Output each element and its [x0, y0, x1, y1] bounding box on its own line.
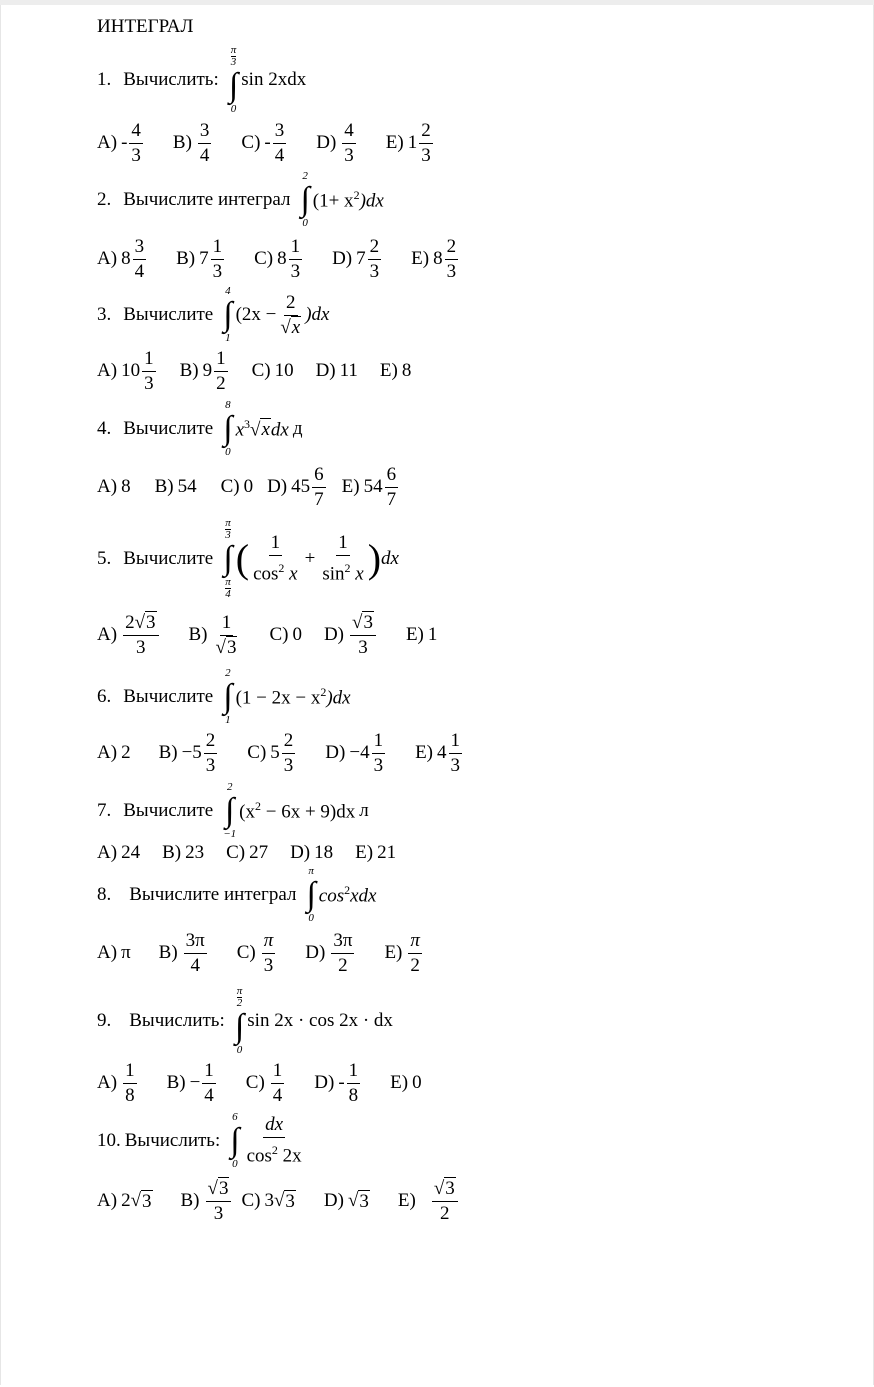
answer-a[interactable]: A) 8 $\frac{3}{4}$ — [97, 235, 145, 282]
answer-e[interactable]: E) 8 — [379, 360, 412, 381]
answer-d[interactable]: D) − 4 $\frac{1}{3}$ — [325, 729, 384, 776]
question-number: 9. — [97, 1010, 112, 1031]
answer-e[interactable]: E) 0 — [390, 1072, 422, 1093]
question-text: Вычислите — [123, 418, 214, 439]
answer-e[interactable]: E) 1 — [405, 624, 438, 645]
answer-a[interactable]: A) $\frac{1}{8}$ — [97, 1059, 135, 1106]
answer-c[interactable]: C) 10 — [251, 360, 294, 381]
integral-sign: 4 ∫ 1 — [223, 285, 233, 344]
question-text: Вычислите интеграл — [123, 189, 291, 210]
answer-e[interactable]: E) $\frac{√3}{2}$ — [398, 1178, 460, 1225]
question-number: 3. — [97, 304, 112, 325]
answer-d[interactable]: D) 7 $\frac{2}{3}$ — [332, 235, 380, 282]
page-title: ИНТЕГРАЛ — [97, 16, 194, 37]
answers-7 — [97, 840, 396, 866]
question-text: Вычислить: — [123, 69, 219, 90]
integral-sign: 2 ∫ 1 — [223, 667, 233, 726]
answer-d[interactable]: D) - $\frac{1}{8}$ — [314, 1059, 359, 1106]
answer-d[interactable]: D) 11 — [315, 360, 358, 381]
integrand: $\frac{dx}{\cos^2 2x}$ — [246, 1114, 302, 1167]
answer-e[interactable]: E) 1 $\frac{2}{3}$ — [385, 119, 431, 166]
answer-e[interactable]: E) 4 $\frac{1}{3}$ — [415, 729, 460, 776]
question-6 — [97, 668, 351, 726]
answers-1 — [97, 120, 435, 166]
answer-c[interactable]: C) $\frac{1}{4}$ — [245, 1059, 283, 1106]
answer-b[interactable]: B) 9 $\frac{1}{2}$ — [179, 347, 226, 394]
question-suffix: л — [359, 800, 369, 821]
question-2 — [97, 170, 384, 230]
integrand: sin 2x · cos 2x · dx — [247, 1010, 393, 1031]
integral-sign: 2 ∫ 0 — [300, 170, 310, 229]
answer-c[interactable]: C) 27 — [226, 842, 269, 863]
answer-c[interactable]: C) 8 $\frac{1}{3}$ — [254, 235, 301, 282]
question-10 — [97, 1112, 306, 1170]
question-text: Вычислите — [123, 548, 214, 569]
question-number: 5. — [97, 548, 112, 569]
question-number: 8. — [97, 884, 112, 905]
answer-b[interactable]: B) 23 — [162, 842, 205, 863]
question-text: Вычислите — [123, 800, 214, 821]
answer-d[interactable]: D) 18 — [290, 842, 334, 863]
answer-b[interactable]: B) $\frac{3}{4}$ — [172, 119, 210, 166]
answer-b[interactable]: B) $\frac{√3}{3}$ — [181, 1178, 234, 1225]
question-8 — [97, 866, 376, 924]
answer-a[interactable]: A) 10 $\frac{1}{3}$ — [97, 347, 154, 394]
question-number: 1. — [97, 69, 112, 90]
question-suffix: д — [292, 418, 303, 439]
question-number: 4. — [97, 418, 112, 439]
answer-a[interactable]: A) 8 — [97, 476, 131, 497]
question-4 — [97, 400, 302, 458]
answers-8 — [97, 928, 424, 978]
integral-sign: 6 ∫ 0 — [230, 1111, 240, 1170]
integrand: ( $\frac{1}{\cos^2 x}$ + $\frac{1}{\sin^2 x}$ ) dx — [235, 532, 399, 585]
integrand: (2x − $\frac{2}{√x}$ )dx — [235, 291, 330, 338]
question-number: 6. — [97, 686, 112, 707]
answers-10 — [97, 1176, 460, 1226]
question-9 — [97, 984, 393, 1058]
answer-c[interactable]: C) 5 $\frac{2}{3}$ — [247, 729, 294, 776]
integrand: $(1+ x^2)dx$ — [312, 187, 384, 212]
integrand: $(x^2 - 6x + 9)dx$ — [239, 798, 356, 823]
answers-6 — [97, 728, 464, 778]
integral-sign: $\frac{\pi}{3}$ ∫ $\frac{\pi}{4}$ — [223, 517, 233, 600]
answer-e[interactable]: E) 8 $\frac{2}{3}$ — [411, 235, 457, 282]
question-number: 10. — [97, 1130, 121, 1151]
integral-sign: 2 ∫ −1 — [223, 781, 237, 840]
answer-b[interactable]: B) − 5 $\frac{2}{3}$ — [158, 729, 216, 776]
answer-d[interactable]: D) $\frac{3\pi}{2}$ — [305, 929, 353, 976]
question-text: Вычислить: — [124, 1130, 221, 1151]
answer-b[interactable]: B) 7 $\frac{1}{3}$ — [176, 235, 223, 282]
answer-c[interactable]: C) 0 — [269, 624, 302, 645]
answers-4 — [97, 462, 400, 512]
answer-b[interactable]: B) − $\frac{1}{4}$ — [166, 1059, 214, 1106]
question-1 — [97, 44, 306, 116]
answer-a[interactable]: A) 24 — [97, 842, 141, 863]
answer-d[interactable]: D) $\frac{4}{3}$ — [316, 119, 354, 166]
answer-c[interactable]: C) $\frac{\pi}{3}$ — [236, 929, 274, 976]
answer-d[interactable]: D) $\frac{√3}{3}$ — [324, 612, 378, 659]
answer-c[interactable]: C) - $\frac{3}{4}$ — [241, 119, 285, 166]
answer-a[interactable]: A) $\frac{2√3}{3}$ — [97, 612, 161, 659]
integrand: $x^3√xdx$ — [235, 416, 289, 441]
answer-b[interactable]: B) $\frac{3\pi}{4}$ — [158, 929, 205, 976]
integral-sign: $\frac{\pi}{3}$ ∫ 0 — [228, 44, 239, 115]
answers-3 — [97, 346, 411, 396]
question-7 — [97, 782, 369, 840]
answer-a[interactable]: A) 2 √ 3 — [97, 1190, 152, 1212]
answer-a[interactable]: A) π — [97, 942, 131, 963]
answer-c[interactable]: C) 0 — [220, 476, 254, 497]
question-text: Вычислите интеграл — [129, 884, 297, 905]
answers-2 — [97, 234, 460, 284]
answer-e[interactable]: E) $\frac{\pi}{2}$ — [384, 929, 420, 976]
answer-b[interactable]: B) $\frac{1}{√3}$ — [188, 611, 237, 658]
integrand: $(1 - 2x - x^2)dx$ — [235, 684, 351, 709]
answers-9 — [97, 1058, 422, 1108]
question-3 — [97, 286, 330, 344]
answer-a[interactable]: A) 2 — [97, 742, 131, 763]
answer-a[interactable]: A) - $\frac{4}{3}$ — [97, 119, 141, 166]
answer-b[interactable]: B) 54 — [154, 476, 197, 497]
question-number: 7. — [97, 800, 112, 821]
answer-d[interactable]: D) √ 3 — [323, 1190, 369, 1212]
question-text: Вычислить: — [129, 1010, 225, 1031]
question-number: 2. — [97, 189, 112, 210]
answer-e[interactable]: E) 54 $\frac{6}{7}$ — [341, 463, 397, 510]
integrand: sin 2xdx — [241, 69, 307, 90]
integral-sign: $\frac{\pi}{2}$ ∫ 0 — [234, 985, 245, 1056]
question-text: Вычислите — [123, 304, 214, 325]
integral-sign: π ∫ 0 — [306, 865, 316, 924]
answer-d[interactable]: D) 45 $\frac{6}{7}$ — [267, 463, 324, 510]
answer-e[interactable]: E) 21 — [355, 842, 397, 863]
question-5 — [97, 516, 399, 602]
integrand: $\cos^2xdx$ — [318, 882, 377, 907]
integral-sign: 8 ∫ 0 — [223, 399, 233, 458]
question-text: Вычислите — [123, 686, 214, 707]
answer-c[interactable]: C) 3 √ 3 — [241, 1190, 295, 1212]
answers-5 — [97, 608, 437, 662]
